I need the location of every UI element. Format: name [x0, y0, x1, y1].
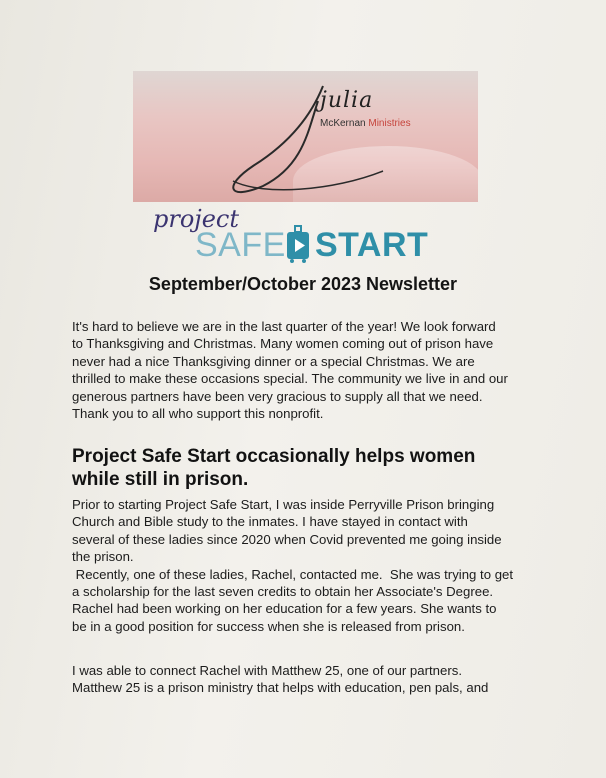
body-paragraph-2: [72, 662, 542, 697]
body-line: I was able to connect Rachel with Matthew 25, one of our partners.: [72, 663, 462, 678]
logo-julia: julia: [320, 88, 374, 113]
section-heading-line: Project Safe Start occasionally helps women: [72, 446, 476, 467]
body-line: the prison.: [72, 549, 134, 565]
logo-start: START: [315, 226, 429, 264]
intro-line: never had a nice Thanksgiving dinner or a special Christmas. We are: [72, 353, 475, 369]
intro-line: thrilled to make these occasions special. The community we live in and our: [72, 371, 508, 387]
intro-paragraph: [72, 318, 542, 422]
body-line: Matthew 25 is a prison ministry that helps with education, pen pals, and: [72, 680, 489, 696]
logo-safe: SAFE: [195, 226, 286, 264]
body-line: Recently, one of these ladies, Rachel, contacted me. She was trying to get: [72, 566, 514, 582]
logo-project: project: [153, 205, 240, 233]
header-banner: [133, 71, 478, 202]
signature-flourish: [133, 71, 478, 202]
body-paragraph-1: [72, 496, 542, 635]
newsletter-title: September/October 2023 Newsletter: [148, 274, 458, 294]
intro-line: to Thanksgiving and Christmas. Many women coming out of prison have: [72, 336, 494, 352]
intro-line: generous partners have been very gracious to supply all that we need.: [72, 388, 483, 404]
intro-line: Thank you to all who support this nonprofit.: [72, 406, 324, 422]
body-line: several of these ladies since 2020 when Covid prevented me going inside: [72, 531, 502, 547]
body-line: a scholarship for the last seven credits to obtain her Associate's Degree.: [72, 584, 494, 600]
body-line: Prior to starting Project Safe Start, I was inside Perryville Prison bringing: [72, 497, 495, 512]
section-heading-line: while still in prison.: [72, 469, 249, 490]
intro-line: It's hard to believe we are in the last quarter of the year! We look forward: [72, 319, 496, 334]
body-line: Church and Bible study to the inmates. I have stayed in contact with: [72, 514, 468, 530]
logo-ministries-word: Ministries: [368, 118, 411, 129]
body-line: Rachel had been working on her education for a few years. She wants to: [72, 601, 497, 617]
logo-mckernan: McKernan: [320, 118, 366, 129]
logo-ministries: [320, 118, 411, 129]
section-heading: [72, 445, 542, 491]
suitcase-icon: [283, 224, 313, 264]
body-line: be in a good position for success when she is released from prison.: [72, 618, 465, 634]
